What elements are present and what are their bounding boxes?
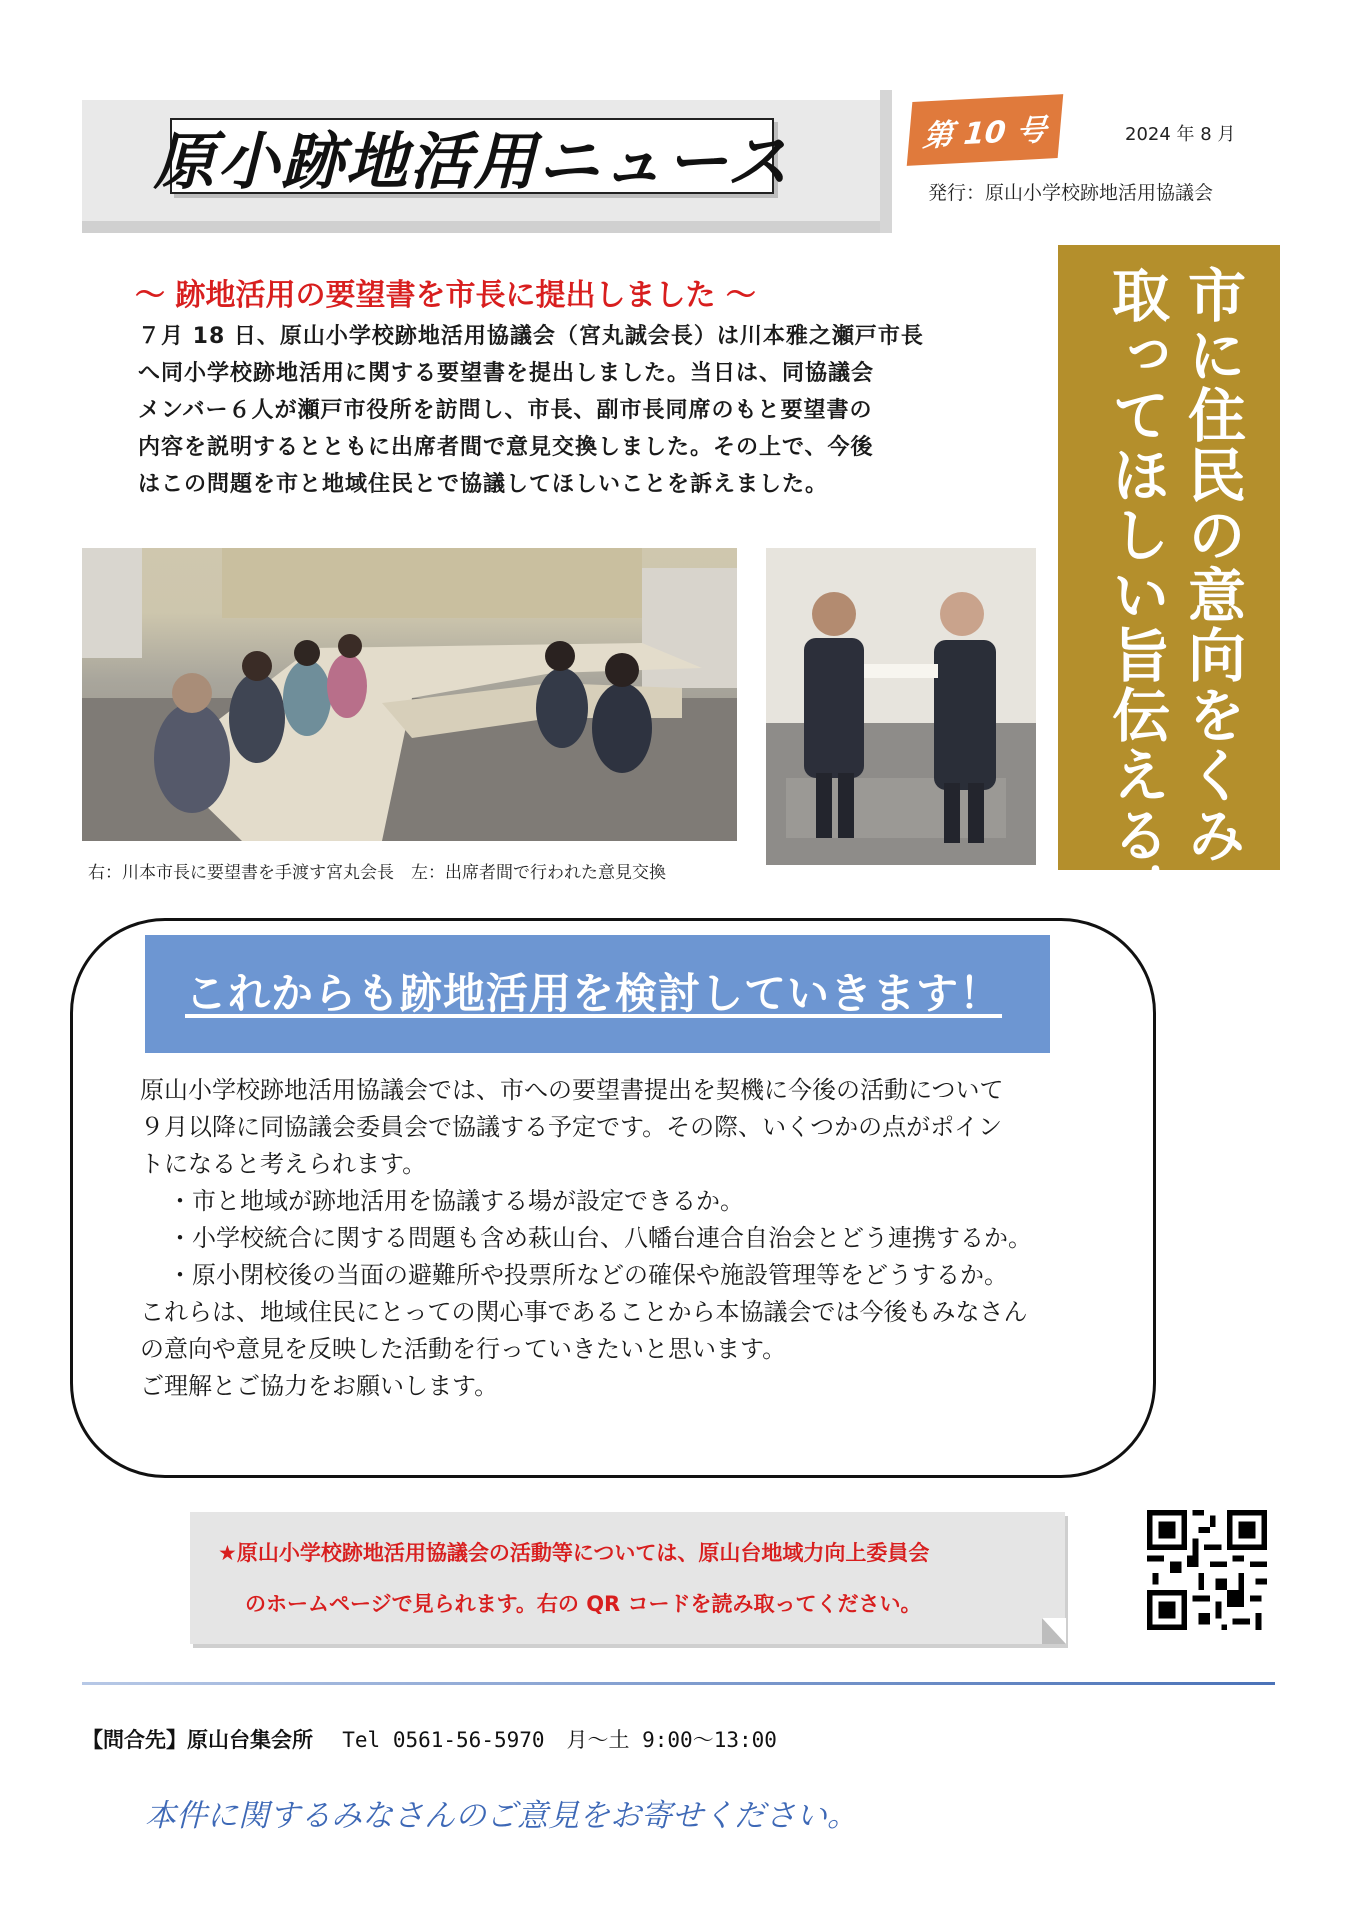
future-bullet: ・小学校統合に関する問題も含め萩山台、八幡台連合自治会とどう連携するか。 [168, 1224, 1032, 1252]
future-closing-line: の意向や意見を反映した活動を行っていきたいと思います。 [140, 1335, 787, 1363]
contact-info [82, 1724, 777, 1754]
contact-hours: 月～土 9:00～13:00 [566, 1728, 777, 1752]
future-closing-line: ご理解とご協力をお願いします。 [140, 1372, 499, 1400]
meeting-photo-illustration [82, 548, 737, 841]
issue-badge [907, 94, 1064, 166]
article-line: はこの問題を市と地域住民とで協議してほしいことを訴えました。 [138, 472, 829, 497]
future-bullet: ・市と地域が跡地活用を協議する場が設定できるか。 [168, 1187, 744, 1215]
article-body [138, 318, 958, 503]
qr-code-icon[interactable] [1147, 1510, 1267, 1630]
notice-page-curl [1042, 1618, 1066, 1644]
notice-line-2: のホームページで見られます。右の QR コードを読み取ってください。 [245, 1592, 922, 1616]
contact-label: 【問合先】原山台集会所 [82, 1728, 313, 1752]
article-line: 内容を説明するとともに出席者間で意見交換しました。その上で、今後 [138, 435, 874, 460]
masthead-title-box [153, 118, 791, 198]
article-heading: ～ 跡地活用の要望書を市長に提出しました ～ [135, 278, 756, 313]
banner-line-2: 取ってほしい旨伝える！ [1102, 265, 1170, 925]
future-plans-heading-band [145, 935, 1050, 1053]
future-plans-heading: これからも跡地活用を検討していきます！ [185, 969, 1003, 1018]
publisher: 発行：原山小学校跡地活用協議会 [928, 182, 1214, 204]
meeting-photo [82, 548, 737, 841]
issue-number: 第 10 号 [921, 112, 1048, 155]
future-line: 原山小学校跡地活用協議会では、市への要望書提出を契機に今後の活動について [140, 1076, 1004, 1104]
handover-photo-illustration [766, 548, 1036, 865]
article-line: へ同小学校跡地活用に関する要望書を提出しました。当日は、同協議会 [138, 361, 875, 386]
notice-line-1: ★原山小学校跡地活用協議会の活動等については、原山台地域力向上委員会 [218, 1541, 930, 1565]
header-divider [880, 90, 892, 233]
future-closing-line: これらは、地域住民にとっての関心事であることから本協議会では今後もみなさん [140, 1298, 1028, 1326]
masthead-title: 原小跡地活用ニュース [153, 124, 791, 198]
photo-caption: 右：川本市長に要望書を手渡す宮丸会長 左：出席者間で行われた意見交換 [88, 863, 666, 883]
handover-photo [766, 548, 1036, 865]
closing-message: 本件に関するみなさんのご意見をお寄せください。 [145, 1798, 858, 1834]
article-line: ７月 18 日、原山小学校跡地活用協議会（宮丸誠会長）は川本雅之瀬戸市長 [138, 324, 924, 349]
future-line: トになると考えられます。 [140, 1150, 427, 1178]
vertical-headline-banner [1058, 245, 1280, 925]
banner-line-1: 市に住民の意向をくみ [1178, 265, 1246, 865]
contact-phone: Tel 0561-56-5970 [342, 1728, 545, 1752]
future-line: ９月以降に同協議会委員会で協議する予定です。その際、いくつかの点がポイン [140, 1113, 1003, 1141]
homepage-notice [190, 1512, 1065, 1644]
article-line: メンバー６人が瀬戸市役所を訪問し、市長、副市長同席のもと要望書の [138, 398, 873, 423]
future-bullet: ・原小閉校後の当面の避難所や投票所などの確保や施設管理等をどうするか。 [168, 1261, 1008, 1289]
footer-divider [82, 1682, 1275, 1685]
issue-date: 2024 年 8 月 [1125, 124, 1236, 145]
future-plans-body [140, 1072, 1032, 1405]
